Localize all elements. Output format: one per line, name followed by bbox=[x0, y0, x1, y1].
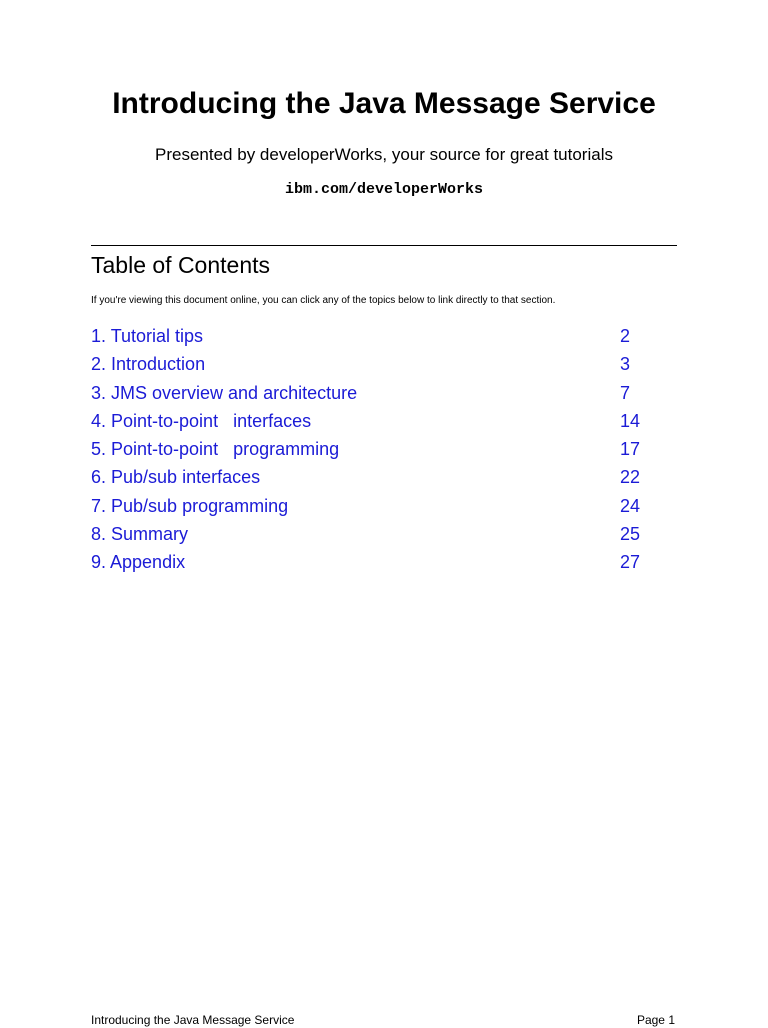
toc-item-page[interactable]: 24 bbox=[620, 495, 641, 516]
toc-item-page[interactable]: 14 bbox=[620, 410, 641, 431]
toc-item-page[interactable]: 17 bbox=[620, 439, 641, 460]
site-url: ibm.com/developerWorks bbox=[284, 181, 484, 198]
toc-item-label[interactable]: 1. Tutorial tips bbox=[91, 326, 204, 346]
toc-item-page[interactable]: 2 bbox=[620, 326, 631, 346]
toc-item-label[interactable]: 4. Point-to-point interfaces bbox=[91, 410, 312, 431]
toc-item[interactable] bbox=[91, 548, 677, 576]
toc-item[interactable] bbox=[91, 492, 677, 520]
toc-item-label[interactable]: 6. Pub/sub interfaces bbox=[91, 467, 261, 488]
toc-item-label[interactable]: 9. Appendix bbox=[91, 552, 186, 573]
toc-item[interactable] bbox=[91, 520, 677, 548]
toc-item-page[interactable]: 27 bbox=[620, 552, 641, 573]
toc-heading: Table of Contents bbox=[91, 252, 271, 278]
toc-item-label[interactable]: 5. Point-to-point programming bbox=[91, 439, 340, 460]
toc-item-label[interactable]: 7. Pub/sub programming bbox=[91, 495, 289, 516]
toc-list bbox=[91, 322, 677, 577]
section-divider bbox=[91, 245, 677, 246]
toc-item[interactable] bbox=[91, 350, 677, 378]
toc-item-label[interactable]: 3. JMS overview and architecture bbox=[91, 382, 358, 403]
toc-item[interactable] bbox=[91, 322, 677, 350]
toc-item[interactable] bbox=[91, 435, 677, 463]
toc-item-page[interactable]: 3 bbox=[620, 354, 631, 375]
toc-item[interactable] bbox=[91, 407, 677, 435]
toc-item-page[interactable]: 7 bbox=[620, 382, 631, 403]
toc-item[interactable] bbox=[91, 379, 677, 407]
toc-item-page[interactable]: 25 bbox=[620, 524, 641, 545]
document-title: Introducing the Java Message Service bbox=[112, 87, 656, 120]
toc-item-label[interactable]: 2. Introduction bbox=[91, 354, 206, 375]
document-subtitle: Presented by developerWorks, your source for great tutorials bbox=[155, 145, 613, 164]
toc-item-page[interactable]: 22 bbox=[620, 467, 641, 488]
footer-title: Introducing the Java Message Service bbox=[91, 1013, 295, 1027]
toc-item[interactable] bbox=[91, 463, 677, 491]
toc-note: If you're viewing this document online, you can click any of the topics below to link directly to that section. bbox=[91, 295, 556, 306]
toc-item-label[interactable]: 8. Summary bbox=[91, 524, 189, 545]
footer-page-number: Page 1 bbox=[636, 1013, 675, 1027]
